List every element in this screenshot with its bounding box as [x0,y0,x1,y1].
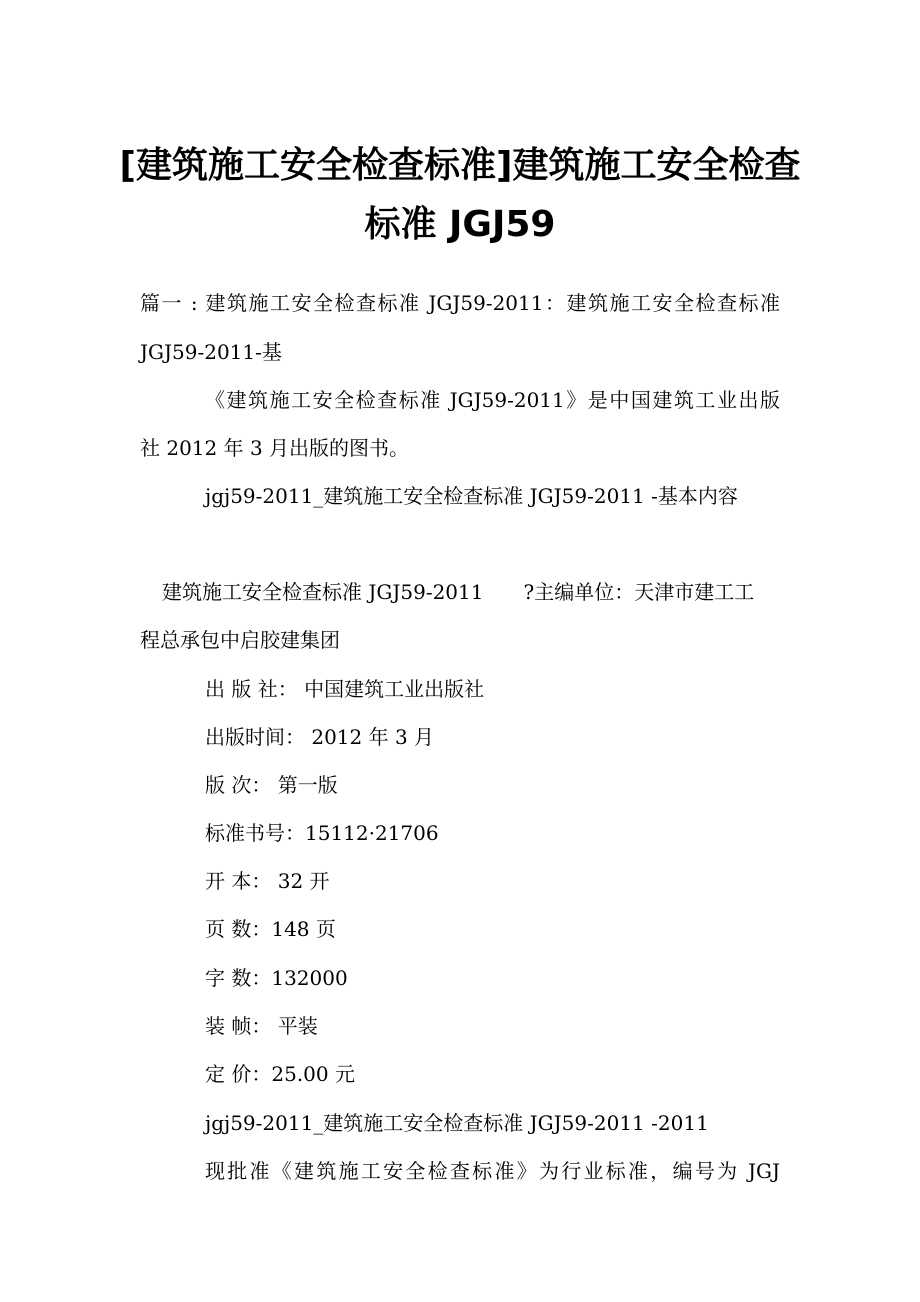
info-edition: 版 次： 第一版 [205,773,338,797]
document-title-line-2: 标准 JGJ59 [364,204,556,245]
document-title-line-1: [建筑施工安全检查标准]建筑施工安全检查 [119,145,801,186]
info-price: 定 价：25.00 元 [205,1062,355,1086]
editor-unit-line-1: 建筑施工安全检查标准 JGJ59-2011 ?主编单位：天津市建工工 [162,580,755,604]
approval-paragraph-line-1: 现批准《建筑施工安全检查标准》为行业标准，编号为 JGJ [205,1159,780,1183]
section-heading-line-2: JGJ59-2011-基 [140,340,282,364]
intro-paragraph-line-2: 社 2012 年 3 月出版的图书。 [140,436,410,460]
info-standard-number: 标准书号：15112·21706 [205,821,439,845]
subheading-2011: jgj59-2011_建筑施工安全检查标准 JGJ59-2011 -2011 [205,1111,709,1135]
intro-paragraph-line-1: 《建筑施工安全检查标准 JGJ59-2011》是中国建筑工业出版 [205,388,780,412]
info-pages: 页 数：148 页 [205,917,336,941]
info-publish-date: 出版时间： 2012 年 3 月 [205,725,435,749]
editor-unit-line-2: 程总承包中启胶建集团 [140,628,340,652]
info-word-count: 字 数：132000 [205,966,348,990]
info-publisher: 出 版 社： 中国建筑工业出版社 [205,677,485,701]
info-binding: 装 帧： 平装 [205,1014,318,1038]
info-format: 开 本： 32 开 [205,869,330,893]
section-heading-line-1: 篇一 : 建筑施工安全检查标准 JGJ59-2011：建筑施工安全检查标准 [140,291,780,315]
subheading-basic-content: jgj59-2011_建筑施工安全检查标准 JGJ59-2011 -基本内容 [205,484,738,508]
